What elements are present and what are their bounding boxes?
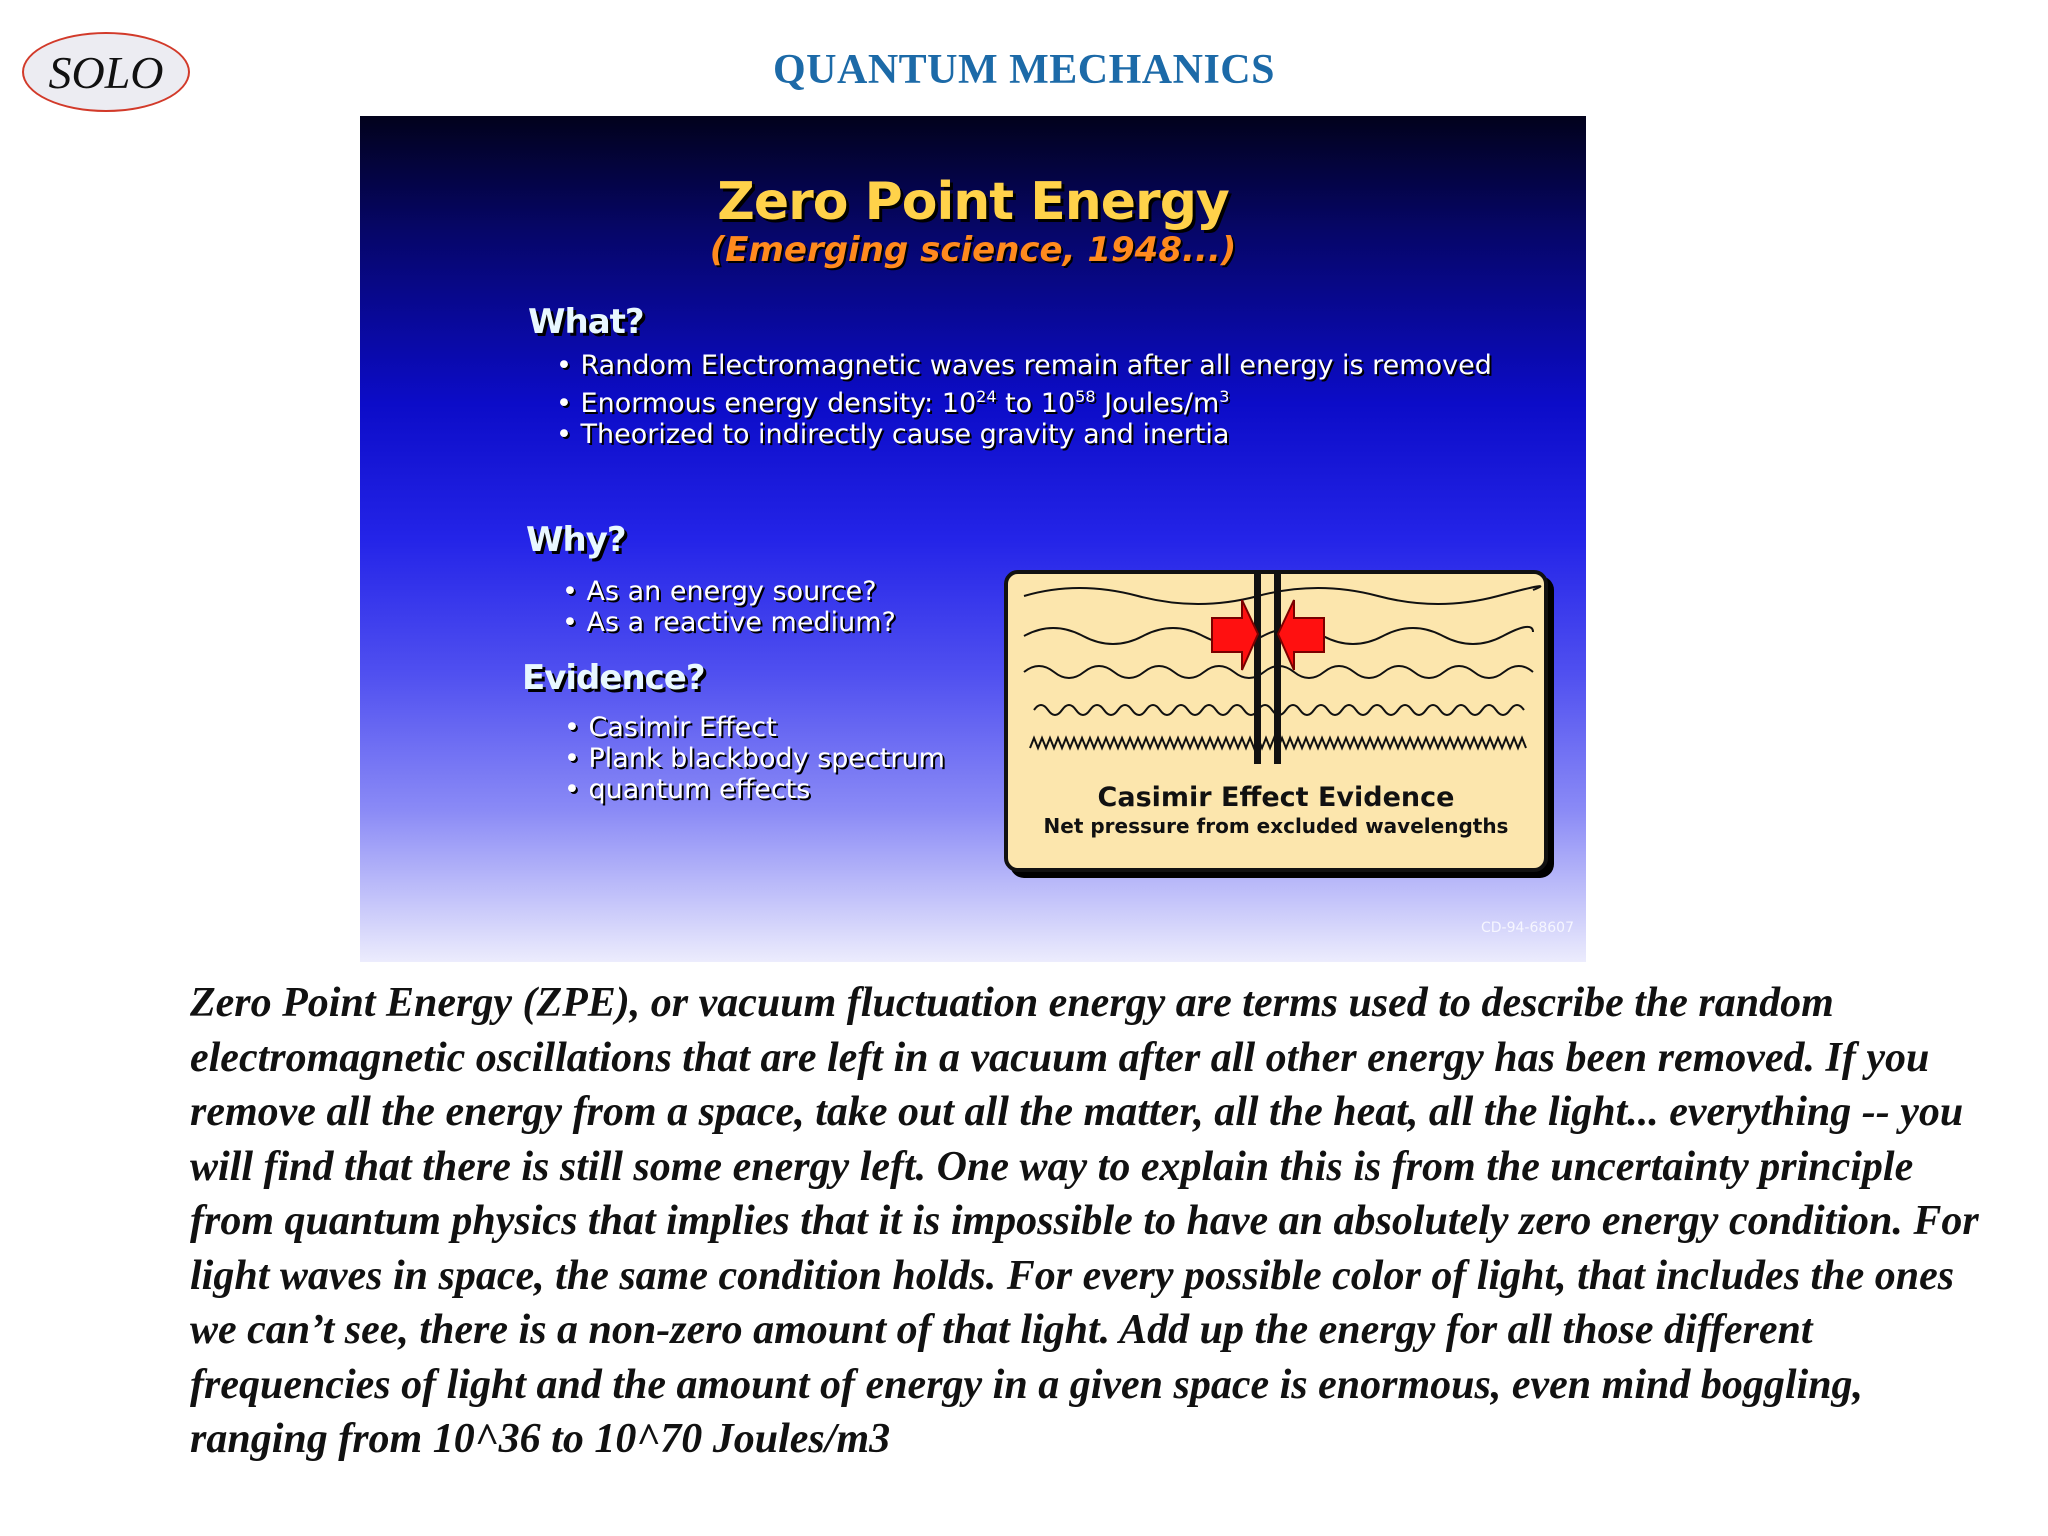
what-item: • Random Electromagnetic waves remain after all energy is removed xyxy=(556,350,1492,381)
evidence-item: • Plank blackbody spectrum xyxy=(564,743,945,774)
page-title: QUANTUM MECHANICS xyxy=(773,47,1275,93)
density-unit: Joules/m xyxy=(1095,388,1220,419)
slide-image xyxy=(360,116,1586,962)
density-prefix: Enormous energy density: 10 xyxy=(580,388,977,419)
pressure-arrow-right-icon xyxy=(1278,600,1324,670)
slide-code: CD-94-68607 xyxy=(1480,920,1574,936)
why-list xyxy=(562,576,896,638)
evidence-list xyxy=(564,712,945,805)
logo-text: SOLO xyxy=(48,46,164,98)
section-heading-why: Why? xyxy=(526,520,626,560)
casimir-subcaption: Net pressure from excluded wavelengths xyxy=(1043,814,1509,838)
section-heading-what: What? xyxy=(528,302,644,342)
casimir-plate-left xyxy=(1254,574,1261,764)
evidence-item: • quantum effects xyxy=(564,774,945,805)
density-exp-high: 58 xyxy=(1075,387,1096,406)
why-item: • As a reactive medium? xyxy=(562,607,896,638)
casimir-caption: Casimir Effect Evidence xyxy=(1097,782,1455,813)
pressure-arrow-left-icon xyxy=(1212,600,1258,670)
what-item: • Theorized to indirectly cause gravity and inertia xyxy=(556,419,1492,450)
density-exp-unit: 3 xyxy=(1219,387,1230,406)
density-middle: to 10 xyxy=(996,388,1076,419)
why-item: • As an energy source? xyxy=(562,576,896,607)
what-item-density xyxy=(556,381,1492,419)
slide-subtitle: (Emerging science, 1948...) xyxy=(709,230,1237,270)
density-exp-low: 24 xyxy=(976,387,997,406)
slide-title: Zero Point Energy xyxy=(717,172,1229,232)
section-heading-evidence: Evidence? xyxy=(522,658,705,698)
body-paragraph: Zero Point Energy (ZPE), or vacuum fluctuation energy are terms used to describe the random electromagnetic oscillations that are left in a vacuum after all other energy has been removed. If you remove all the energy from a space, take out all the matter, all the heat, all the light... everything -- you will find that there is still some energy left. One way to explain this is from the uncertainty principle from quantum physics that implies that it is impossible to have an absolutely zero energy condition. For light waves in space, the same condition holds. For every possible color of light, that includes the ones we can’t see, there is a non-zero amount of that light. Add up the energy for all those different frequencies of light and the amount of energy in a given space is enormous, even mind boggling, ranging from 10^36 to 10^70 Joules/m3 xyxy=(190,980,1979,1462)
casimir-figure xyxy=(1004,570,1548,872)
casimir-plate-right xyxy=(1274,574,1281,764)
what-list xyxy=(556,350,1492,450)
evidence-item: • Casimir Effect xyxy=(564,712,945,743)
wave-long xyxy=(1024,586,1540,604)
